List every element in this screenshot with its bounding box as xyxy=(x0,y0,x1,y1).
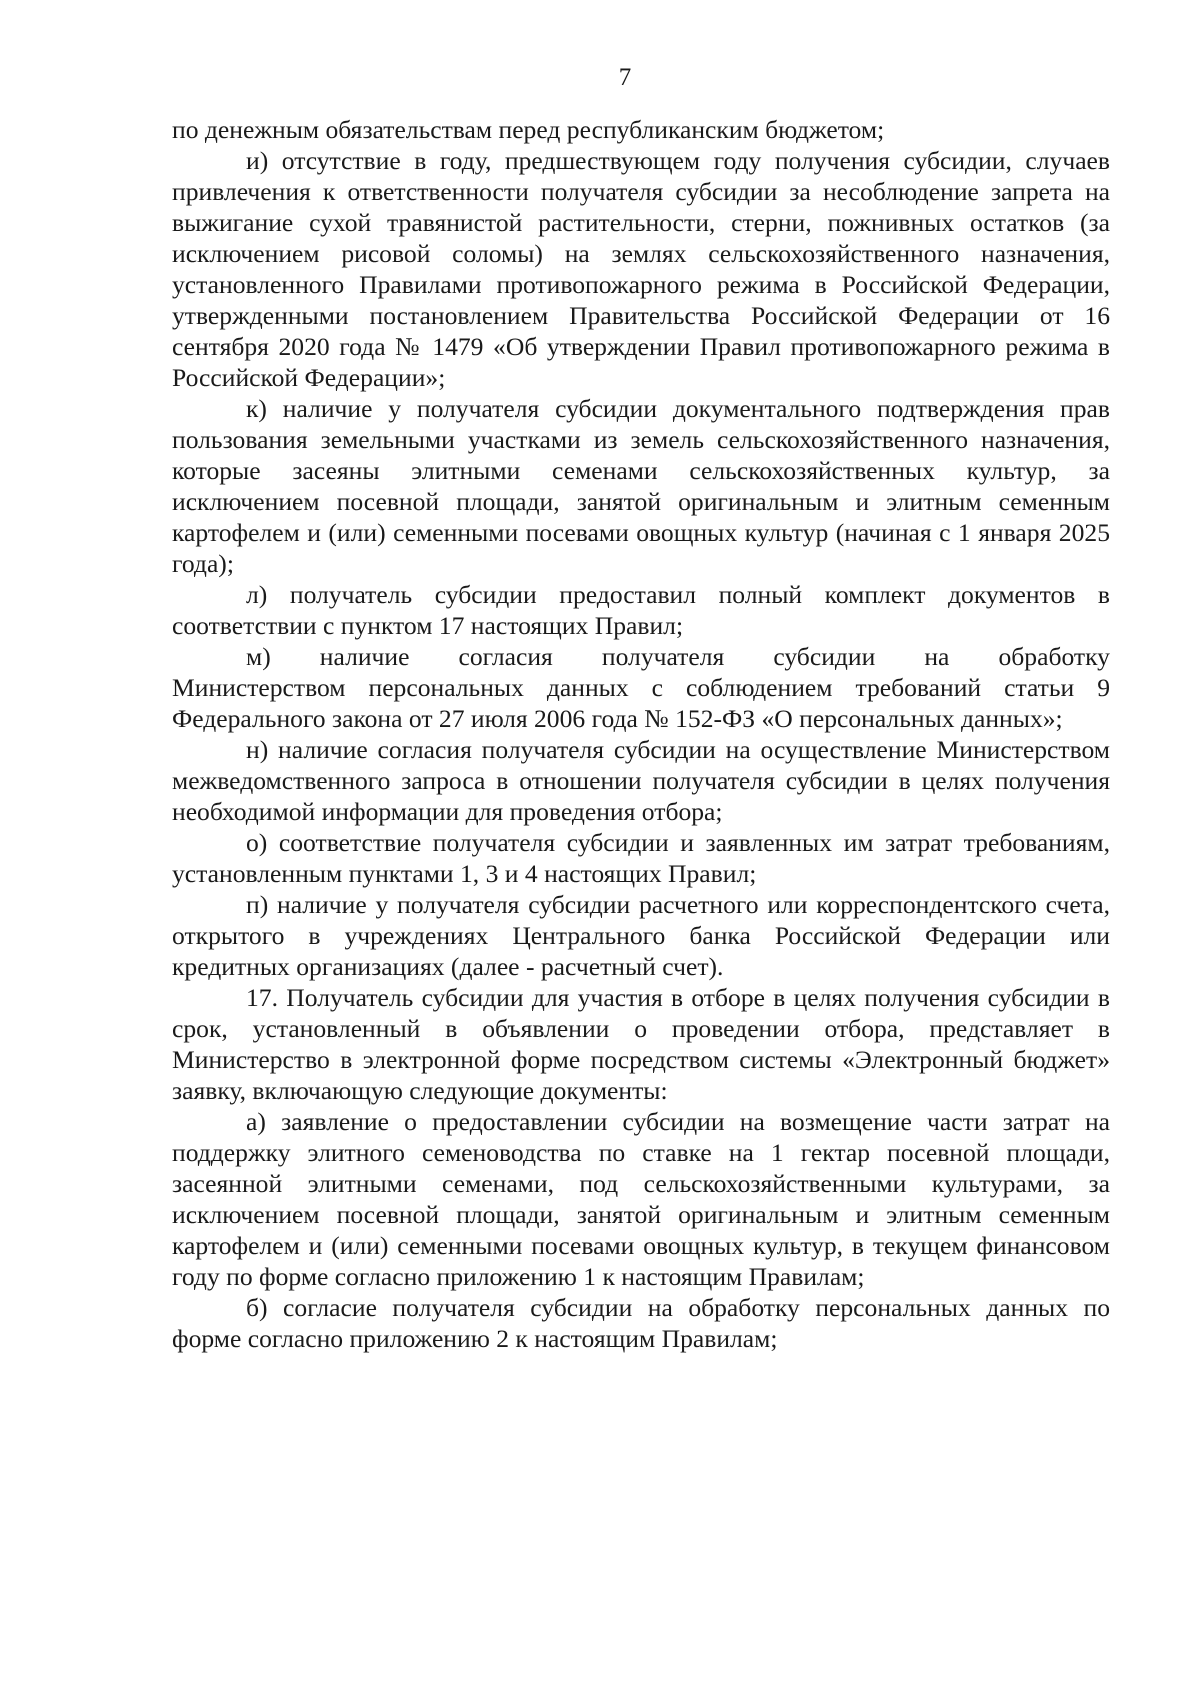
paragraph-item-p: п) наличие у получателя субсидии расчетного или корреспондентского счета, открытого в учреждениях Центрального банка Российской Федерации или кредитных организациях (далее - расчетный счет). xyxy=(172,890,1110,981)
paragraph-clause-17: 17. Получатель субсидии для участия в отборе в целях получения субсидии в срок, установленный в объявлении о проведении отбора, представляет в Министерство в электронной форме посредством системы «Электронный бюджет» заявку, включающую следующие документы: xyxy=(172,983,1110,1105)
word: на xyxy=(924,642,950,671)
paragraph-item-a: а) заявление о предоставлении субсидии на возмещение части затрат на поддержку элитного семеноводства по ставке на 1 гектар посевной площади, засеянной элитными семенами, под сельскохозяйственными культурами, за исключением посевной площади, занятой оригинальным и элитным семенным картофелем и (или) семенными посевами овощных культур, в текущем финансовом году по форме согласно приложению 1 к настоящим Правилам; xyxy=(172,1107,1110,1291)
document-body xyxy=(172,114,1110,1354)
word: обработку xyxy=(998,642,1110,671)
paragraph-continuation: по денежным обязательствам перед республиканским бюджетом; xyxy=(172,115,885,144)
word: получателя xyxy=(601,642,725,671)
word: субсидии xyxy=(773,642,876,671)
word: м) xyxy=(246,642,271,671)
paragraph-item-l: л) получатель субсидии предоставил полный комплект документов в соответствии с пунктом 17 настоящих Правил; xyxy=(172,580,1110,640)
paragraph-item-k: к) наличие у получателя субсидии документального подтверждения прав пользования земельными участками из земель сельскохозяйственного назначения, которые засеяны элитными семенами сельскохозяйственных культур, за исключением посевной площади, занятой оригинальным и элитным семенным картофелем и (или) семенными посевами овощных культур (начиная с 1 января 2025 года); xyxy=(172,394,1110,578)
paragraph-item-o: о) соответствие получателя субсидии и заявленных им затрат требованиям, установленным пунктами 1, 3 и 4 настоящих Правил; xyxy=(172,828,1110,888)
paragraph-item-b: б) согласие получателя субсидии на обработку персональных данных по форме согласно приложению 2 к настоящим Правилам; xyxy=(172,1293,1110,1353)
word: согласия xyxy=(458,642,553,671)
paragraph-item-i: и) отсутствие в году, предшествующем году получения субсидии, случаев привлечения к ответственности получателя субсидии за несоблюдение запрета на выжигание сухой травянистой растительности, стерни, пожнивных остатков (за исключением рисовой соломы) на землях сельскохозяйственного назначения, установленного Правилами противопожарного режима в Российской Федерации, утвержденными постановлением Правительства Российской Федерации от 16 сентября 2020 года № 1479 «Об утверждении Правил противопожарного режима в Российской Федерации»; xyxy=(172,146,1110,392)
page-number: 7 xyxy=(618,64,632,91)
paragraph-item-m-first-line xyxy=(172,641,1110,672)
paragraph-item-m-rest: Министерством персональных данных с соблюдением требований статьи 9 Федерального закона от 27 июля 2006 года № 152-ФЗ «О персональных данных»; xyxy=(172,673,1110,733)
paragraph-item-n: н) наличие согласия получателя субсидии на осуществление Министерством межведомственного запроса в отношении получателя субсидии в целях получения необходимой информации для проведения отбора; xyxy=(172,735,1110,826)
word: наличие xyxy=(319,642,410,671)
